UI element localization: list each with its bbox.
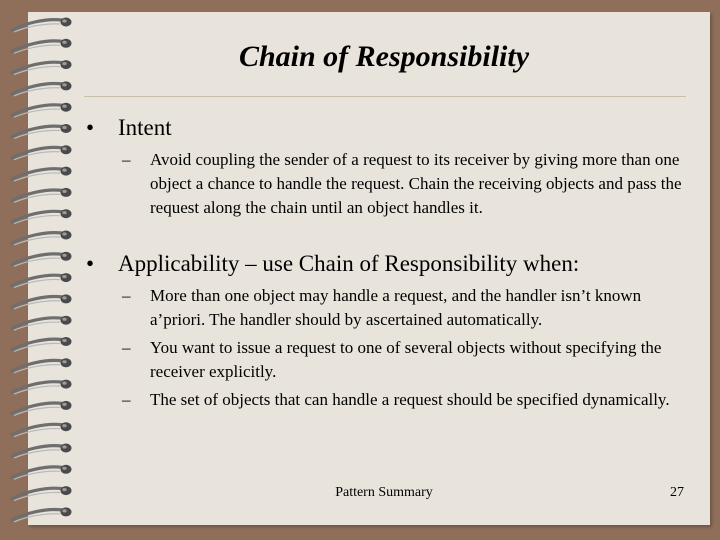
slide-title: Chain of Responsibility	[238, 40, 530, 73]
dash-marker: –	[122, 338, 131, 357]
bullet-text: Applicability – use Chain of Responsibility when:	[118, 251, 580, 276]
bullet-marker: •	[86, 251, 95, 276]
dash-marker: –	[122, 150, 131, 169]
page-number: 27	[670, 485, 684, 500]
title-divider	[84, 96, 686, 97]
sub-bullet-text: Avoid coupling the sender of a request to its receiver by giving more than one object a chance to handle the request. Chain the receiving objects and pass the request along the chain until an object handles it.	[150, 150, 682, 217]
slide-footer: Pattern Summary	[335, 485, 433, 500]
sub-bullet-text: More than one object may handle a request, and the handler isn’t known a’priori. The handler should by ascertained automatically.	[150, 286, 642, 329]
dash-marker: –	[122, 390, 131, 409]
bullet-marker: •	[86, 115, 95, 140]
bullet-text: Intent	[118, 115, 172, 140]
dash-marker: –	[122, 286, 131, 305]
sub-bullet-text: The set of objects that can handle a request should be specified dynamically.	[150, 390, 670, 409]
sub-bullet-text: You want to issue a request to one of several objects without specifying the receiver explicitly.	[150, 338, 662, 381]
